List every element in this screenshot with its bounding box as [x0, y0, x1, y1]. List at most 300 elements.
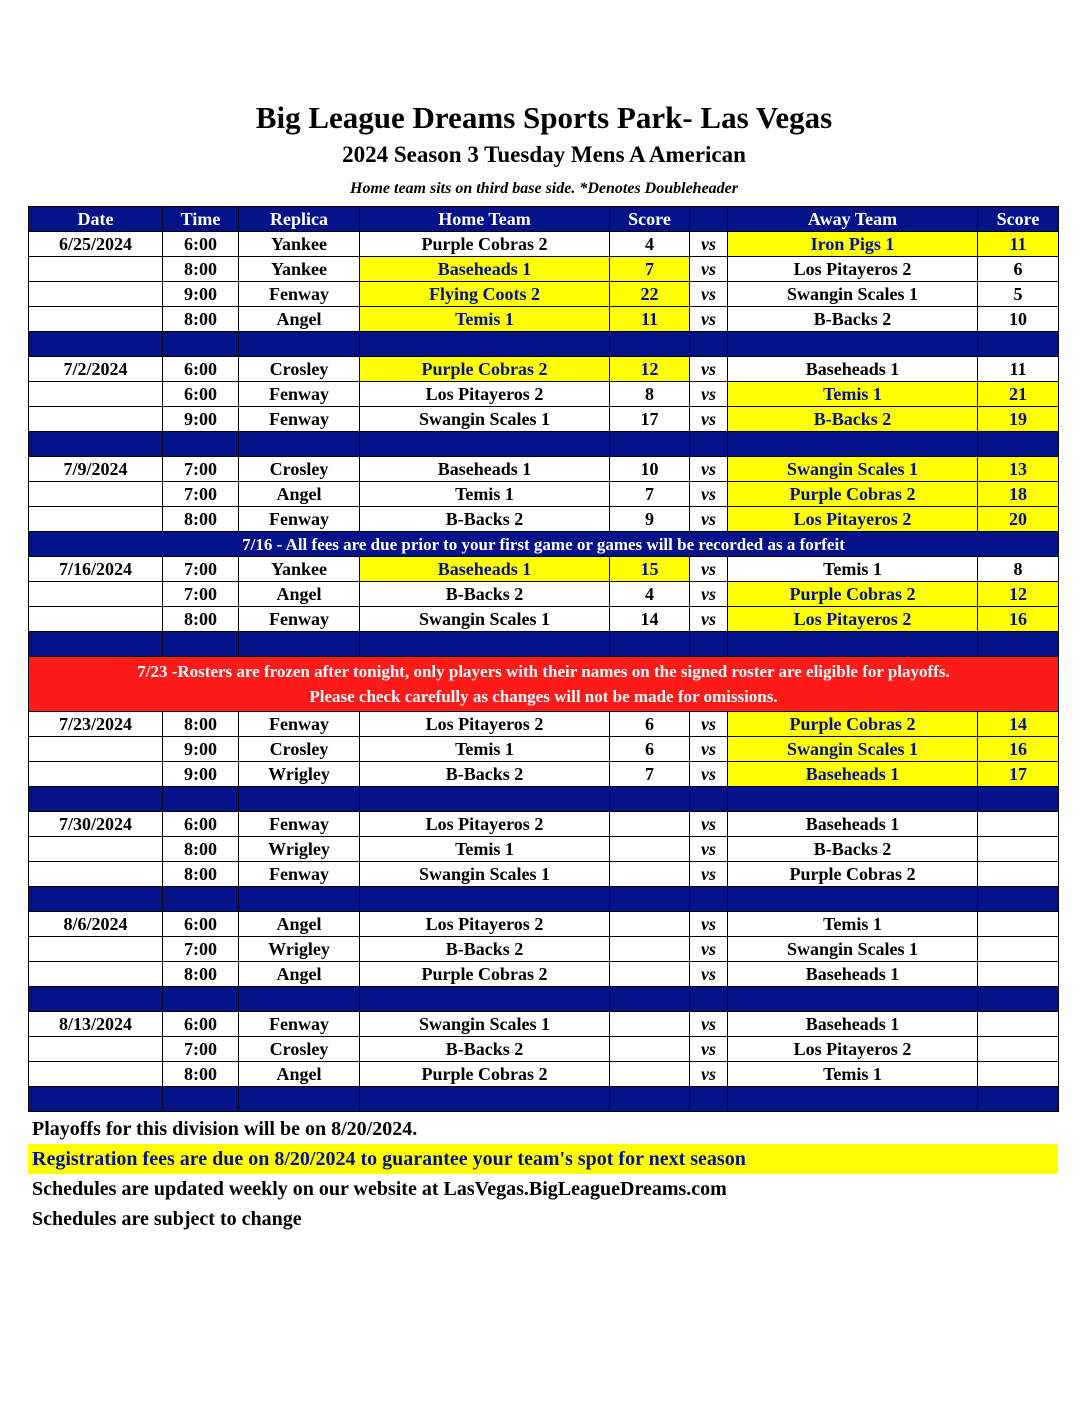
separator-cell	[690, 632, 728, 657]
game-date	[29, 937, 163, 962]
page-subtitle: 2024 Season 3 Tuesday Mens A American	[342, 142, 746, 167]
col-header-away-score: Score	[978, 207, 1059, 232]
col-header-time: Time	[163, 207, 239, 232]
away-score	[978, 812, 1059, 837]
separator-cell	[239, 987, 360, 1012]
separator-cell	[610, 987, 690, 1012]
vs-label: vs	[690, 862, 728, 887]
table-row	[29, 607, 1059, 632]
away-score: 19	[978, 407, 1059, 432]
replica-field: Yankee	[239, 557, 360, 582]
vs-label: vs	[690, 912, 728, 937]
separator-cell	[690, 432, 728, 457]
game-time: 6:00	[163, 912, 239, 937]
game-time: 7:00	[163, 582, 239, 607]
away-team: Swangin Scales 1	[728, 937, 978, 962]
separator-row	[29, 787, 1059, 812]
replica-field: Fenway	[239, 1012, 360, 1037]
separator-cell	[610, 887, 690, 912]
separator-cell	[29, 787, 163, 812]
home-team: Temis 1	[360, 737, 610, 762]
table-row	[29, 482, 1059, 507]
home-team: Flying Coots 2	[360, 282, 610, 307]
home-score: 8	[610, 382, 690, 407]
away-score: 18	[978, 482, 1059, 507]
home-team: Swangin Scales 1	[360, 862, 610, 887]
notice-row	[29, 532, 1059, 557]
game-date: 7/23/2024	[29, 712, 163, 737]
away-score	[978, 1037, 1059, 1062]
home-team: B-Backs 2	[360, 762, 610, 787]
game-date	[29, 1037, 163, 1062]
game-time: 7:00	[163, 557, 239, 582]
replica-field: Angel	[239, 582, 360, 607]
game-time: 6:00	[163, 232, 239, 257]
vs-label: vs	[690, 232, 728, 257]
game-time: 9:00	[163, 407, 239, 432]
away-score: 12	[978, 582, 1059, 607]
replica-field: Angel	[239, 1062, 360, 1087]
home-team: Los Pitayeros 2	[360, 812, 610, 837]
game-date	[29, 1062, 163, 1087]
game-date: 8/13/2024	[29, 1012, 163, 1037]
vs-label: vs	[690, 282, 728, 307]
separator-cell	[978, 887, 1059, 912]
table-row	[29, 837, 1059, 862]
separator-cell	[610, 632, 690, 657]
roster-alert-row	[29, 657, 1059, 712]
replica-field: Fenway	[239, 607, 360, 632]
replica-field: Angel	[239, 307, 360, 332]
home-score: 4	[610, 582, 690, 607]
separator-row	[29, 1087, 1059, 1112]
game-time: 7:00	[163, 1037, 239, 1062]
away-score: 5	[978, 282, 1059, 307]
game-time: 6:00	[163, 812, 239, 837]
website-note: Schedules are updated weekly on our website at LasVegas.BigLeagueDreams.com	[32, 1178, 727, 1200]
separator-cell	[360, 1087, 610, 1112]
game-time: 7:00	[163, 457, 239, 482]
table-row	[29, 457, 1059, 482]
game-time: 8:00	[163, 307, 239, 332]
away-score: 14	[978, 712, 1059, 737]
vs-label: vs	[690, 607, 728, 632]
game-date	[29, 962, 163, 987]
home-team: Purple Cobras 2	[360, 232, 610, 257]
away-team: Temis 1	[728, 557, 978, 582]
game-date: 7/16/2024	[29, 557, 163, 582]
roster-alert-line1: 7/23 -Rosters are frozen after tonight, only players with their names on the signed roster are eligible for playoffs.	[137, 662, 950, 681]
away-team: Swangin Scales 1	[728, 282, 978, 307]
table-row	[29, 862, 1059, 887]
away-score	[978, 837, 1059, 862]
separator-row	[29, 987, 1059, 1012]
separator-cell	[239, 632, 360, 657]
home-team: B-Backs 2	[360, 1037, 610, 1062]
vs-label: vs	[690, 482, 728, 507]
home-score: 7	[610, 762, 690, 787]
separator-cell	[163, 432, 239, 457]
schedule-body	[29, 232, 1059, 1112]
table-header-row	[29, 207, 1059, 232]
away-score: 8	[978, 557, 1059, 582]
away-score	[978, 862, 1059, 887]
away-team: Baseheads 1	[728, 1012, 978, 1037]
replica-field: Wrigley	[239, 937, 360, 962]
separator-cell	[978, 432, 1059, 457]
schedule-table	[28, 206, 1059, 1112]
home-score: 11	[610, 307, 690, 332]
away-team: B-Backs 2	[728, 307, 978, 332]
away-score: 13	[978, 457, 1059, 482]
away-team: Iron Pigs 1	[728, 232, 978, 257]
home-score: 22	[610, 282, 690, 307]
home-team: Temis 1	[360, 482, 610, 507]
home-team: Los Pitayeros 2	[360, 382, 610, 407]
separator-cell	[728, 1087, 978, 1112]
vs-label: vs	[690, 307, 728, 332]
separator-cell	[610, 332, 690, 357]
game-date	[29, 607, 163, 632]
game-time: 8:00	[163, 507, 239, 532]
separator-cell	[978, 787, 1059, 812]
home-team: Baseheads 1	[360, 257, 610, 282]
separator-cell	[29, 632, 163, 657]
vs-label: vs	[690, 557, 728, 582]
vs-label: vs	[690, 382, 728, 407]
home-score	[610, 1012, 690, 1037]
replica-field: Crosley	[239, 357, 360, 382]
home-team: B-Backs 2	[360, 937, 610, 962]
game-date	[29, 762, 163, 787]
separator-cell	[728, 332, 978, 357]
away-team: Los Pitayeros 2	[728, 507, 978, 532]
col-header-away-team: Away Team	[728, 207, 978, 232]
separator-cell	[728, 432, 978, 457]
separator-row	[29, 887, 1059, 912]
table-row	[29, 382, 1059, 407]
game-time: 8:00	[163, 607, 239, 632]
col-header-home-score: Score	[610, 207, 690, 232]
table-row	[29, 582, 1059, 607]
separator-cell	[978, 632, 1059, 657]
separator-row	[29, 432, 1059, 457]
home-score	[610, 862, 690, 887]
game-time: 9:00	[163, 737, 239, 762]
away-team: Baseheads 1	[728, 812, 978, 837]
separator-cell	[728, 787, 978, 812]
home-team: Swangin Scales 1	[360, 1012, 610, 1037]
game-date	[29, 507, 163, 532]
home-team: Temis 1	[360, 307, 610, 332]
table-row	[29, 1012, 1059, 1037]
away-team: Purple Cobras 2	[728, 862, 978, 887]
game-time: 7:00	[163, 937, 239, 962]
away-score: 16	[978, 607, 1059, 632]
away-team: Los Pitayeros 2	[728, 257, 978, 282]
away-score	[978, 1012, 1059, 1037]
separator-cell	[239, 332, 360, 357]
game-date: 8/6/2024	[29, 912, 163, 937]
home-team: Purple Cobras 2	[360, 357, 610, 382]
table-row	[29, 762, 1059, 787]
separator-cell	[690, 1087, 728, 1112]
home-team: Baseheads 1	[360, 557, 610, 582]
table-row	[29, 937, 1059, 962]
table-row	[29, 737, 1059, 762]
game-date: 6/25/2024	[29, 232, 163, 257]
replica-field: Yankee	[239, 257, 360, 282]
vs-label: vs	[690, 837, 728, 862]
home-team: B-Backs 2	[360, 507, 610, 532]
away-score	[978, 962, 1059, 987]
home-score	[610, 912, 690, 937]
table-row	[29, 1037, 1059, 1062]
vs-label: vs	[690, 407, 728, 432]
separator-cell	[29, 332, 163, 357]
home-score: 17	[610, 407, 690, 432]
table-row	[29, 507, 1059, 532]
separator-cell	[610, 787, 690, 812]
game-date	[29, 382, 163, 407]
home-team: B-Backs 2	[360, 582, 610, 607]
home-score: 7	[610, 257, 690, 282]
separator-cell	[978, 1087, 1059, 1112]
vs-label: vs	[690, 762, 728, 787]
game-date	[29, 257, 163, 282]
away-score: 11	[978, 357, 1059, 382]
separator-cell	[163, 332, 239, 357]
vs-label: vs	[690, 937, 728, 962]
roster-alert-line2: Please check carefully as changes will not be made for omissions.	[309, 687, 778, 706]
game-time: 8:00	[163, 712, 239, 737]
home-team: Purple Cobras 2	[360, 1062, 610, 1087]
separator-cell	[239, 1087, 360, 1112]
game-time: 9:00	[163, 282, 239, 307]
home-score: 9	[610, 507, 690, 532]
game-date: 7/9/2024	[29, 457, 163, 482]
away-team: Swangin Scales 1	[728, 457, 978, 482]
vs-label: vs	[690, 712, 728, 737]
roster-alert	[29, 657, 1059, 712]
vs-label: vs	[690, 1037, 728, 1062]
away-team: Purple Cobras 2	[728, 482, 978, 507]
separator-cell	[728, 887, 978, 912]
away-score: 20	[978, 507, 1059, 532]
replica-field: Fenway	[239, 507, 360, 532]
table-row	[29, 1062, 1059, 1087]
vs-label: vs	[690, 962, 728, 987]
separator-cell	[29, 887, 163, 912]
separator-cell	[360, 787, 610, 812]
separator-cell	[728, 632, 978, 657]
game-date	[29, 837, 163, 862]
home-score: 6	[610, 712, 690, 737]
away-team: B-Backs 2	[728, 837, 978, 862]
game-date: 7/2/2024	[29, 357, 163, 382]
registration-note: Registration fees are due on 8/20/2024 to guarantee your team's spot for next season	[28, 1144, 1058, 1174]
separator-cell	[978, 987, 1059, 1012]
home-team: Temis 1	[360, 837, 610, 862]
home-score: 10	[610, 457, 690, 482]
away-team: Baseheads 1	[728, 357, 978, 382]
table-row	[29, 912, 1059, 937]
away-score: 6	[978, 257, 1059, 282]
vs-label: vs	[690, 1062, 728, 1087]
separator-cell	[690, 332, 728, 357]
replica-field: Fenway	[239, 862, 360, 887]
away-team: Baseheads 1	[728, 762, 978, 787]
home-team: Baseheads 1	[360, 457, 610, 482]
vs-label: vs	[690, 737, 728, 762]
separator-cell	[163, 632, 239, 657]
home-score: 15	[610, 557, 690, 582]
home-score	[610, 962, 690, 987]
away-score: 11	[978, 232, 1059, 257]
table-row	[29, 962, 1059, 987]
separator-cell	[239, 432, 360, 457]
vs-label: vs	[690, 457, 728, 482]
away-score: 10	[978, 307, 1059, 332]
separator-cell	[163, 987, 239, 1012]
replica-field: Fenway	[239, 282, 360, 307]
separator-cell	[29, 1087, 163, 1112]
separator-cell	[360, 887, 610, 912]
away-team: Purple Cobras 2	[728, 582, 978, 607]
footer-notes	[28, 1114, 1058, 1234]
separator-row	[29, 332, 1059, 357]
col-header-home-team: Home Team	[360, 207, 610, 232]
separator-cell	[690, 887, 728, 912]
game-time: 6:00	[163, 357, 239, 382]
game-time: 6:00	[163, 382, 239, 407]
change-note: Schedules are subject to change	[32, 1208, 302, 1230]
separator-cell	[29, 432, 163, 457]
away-score	[978, 912, 1059, 937]
replica-field: Fenway	[239, 407, 360, 432]
replica-field: Crosley	[239, 1037, 360, 1062]
replica-field: Angel	[239, 482, 360, 507]
separator-cell	[163, 1087, 239, 1112]
home-score	[610, 812, 690, 837]
separator-cell	[610, 1087, 690, 1112]
game-time: 8:00	[163, 1062, 239, 1087]
home-score	[610, 1062, 690, 1087]
away-score: 17	[978, 762, 1059, 787]
replica-field: Crosley	[239, 737, 360, 762]
away-score	[978, 1062, 1059, 1087]
home-score: 4	[610, 232, 690, 257]
separator-cell	[690, 787, 728, 812]
vs-label: vs	[690, 1012, 728, 1037]
table-row	[29, 357, 1059, 382]
away-team: Purple Cobras 2	[728, 712, 978, 737]
home-score	[610, 937, 690, 962]
game-date	[29, 407, 163, 432]
home-score: 6	[610, 737, 690, 762]
separator-cell	[360, 332, 610, 357]
game-date	[29, 282, 163, 307]
separator-cell	[360, 632, 610, 657]
game-date	[29, 482, 163, 507]
table-row	[29, 712, 1059, 737]
away-team: Los Pitayeros 2	[728, 1037, 978, 1062]
schedule-note: Home team sits on third base side. *Denotes Doubleheader	[350, 180, 738, 197]
game-time: 8:00	[163, 837, 239, 862]
table-row	[29, 232, 1059, 257]
away-team: Temis 1	[728, 382, 978, 407]
game-date	[29, 737, 163, 762]
away-team: Los Pitayeros 2	[728, 607, 978, 632]
away-team: Baseheads 1	[728, 962, 978, 987]
game-time: 8:00	[163, 962, 239, 987]
vs-label: vs	[690, 257, 728, 282]
away-team: Temis 1	[728, 912, 978, 937]
table-row	[29, 282, 1059, 307]
replica-field: Angel	[239, 962, 360, 987]
vs-label: vs	[690, 357, 728, 382]
away-team: Temis 1	[728, 1062, 978, 1087]
game-date	[29, 582, 163, 607]
game-time: 6:00	[163, 1012, 239, 1037]
away-score: 21	[978, 382, 1059, 407]
game-date	[29, 862, 163, 887]
table-row	[29, 812, 1059, 837]
table-row	[29, 307, 1059, 332]
game-date	[29, 307, 163, 332]
game-time: 8:00	[163, 862, 239, 887]
home-team: Los Pitayeros 2	[360, 912, 610, 937]
replica-field: Fenway	[239, 812, 360, 837]
home-score: 14	[610, 607, 690, 632]
replica-field: Crosley	[239, 457, 360, 482]
vs-label: vs	[690, 507, 728, 532]
game-date: 7/30/2024	[29, 812, 163, 837]
table-row	[29, 557, 1059, 582]
separator-cell	[239, 887, 360, 912]
game-time: 9:00	[163, 762, 239, 787]
separator-cell	[239, 787, 360, 812]
vs-label: vs	[690, 812, 728, 837]
home-score: 7	[610, 482, 690, 507]
replica-field: Yankee	[239, 232, 360, 257]
vs-label: vs	[690, 582, 728, 607]
col-header-date: Date	[29, 207, 163, 232]
home-team: Purple Cobras 2	[360, 962, 610, 987]
table-row	[29, 257, 1059, 282]
separator-cell	[728, 987, 978, 1012]
away-team: Swangin Scales 1	[728, 737, 978, 762]
replica-field: Fenway	[239, 712, 360, 737]
game-time: 7:00	[163, 482, 239, 507]
table-row	[29, 407, 1059, 432]
home-team: Swangin Scales 1	[360, 407, 610, 432]
separator-cell	[610, 432, 690, 457]
separator-cell	[360, 432, 610, 457]
home-score	[610, 837, 690, 862]
separator-cell	[163, 887, 239, 912]
replica-field: Wrigley	[239, 837, 360, 862]
replica-field: Angel	[239, 912, 360, 937]
col-header-vs	[690, 207, 728, 232]
away-team: B-Backs 2	[728, 407, 978, 432]
replica-field: Fenway	[239, 382, 360, 407]
home-team: Swangin Scales 1	[360, 607, 610, 632]
separator-cell	[978, 332, 1059, 357]
separator-cell	[690, 987, 728, 1012]
separator-cell	[163, 787, 239, 812]
home-score: 12	[610, 357, 690, 382]
